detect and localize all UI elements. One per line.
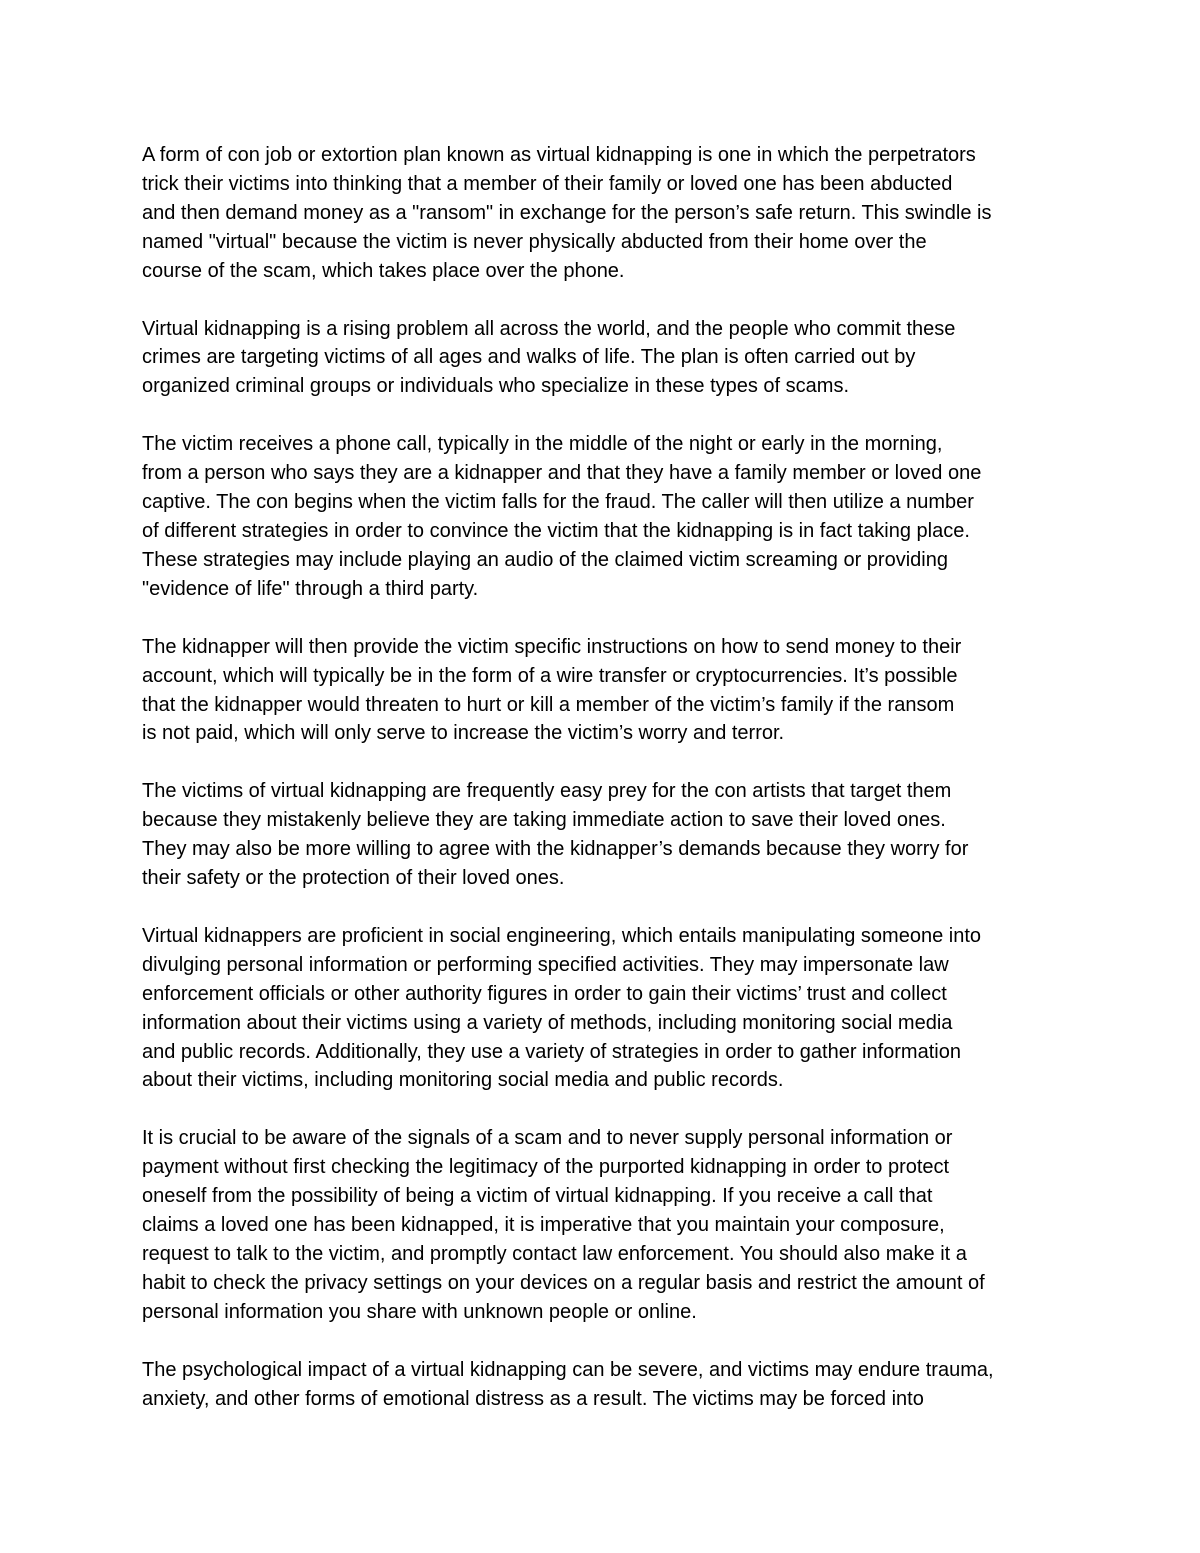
text-line: The victims of virtual kidnapping are frequently easy prey for the con artists that target them [142, 780, 952, 803]
text-line: The kidnapper will then provide the victim specific instructions on how to send money to their [142, 635, 962, 658]
text-line: personal information you share with unknown people or online. [142, 1300, 697, 1323]
text-line: is not paid, which will only serve to increase the victim’s worry and terror. [142, 722, 785, 745]
text-line: enforcement officials or other authority figures in order to gain their victims’ trust and collect [142, 982, 947, 1005]
text-line: divulging personal information or performing specified activities. They may impersonate law [142, 953, 949, 976]
text-line: that the kidnapper would threaten to hurt or kill a member of the victim’s family if the ransom [142, 693, 955, 716]
text-line: trick their victims into thinking that a member of their family or loved one has been abducted [142, 172, 953, 195]
text-line: A form of con job or extortion plan known as virtual kidnapping is one in which the perpetrators [142, 144, 976, 166]
paragraph-7 [142, 1124, 1062, 1326]
text-line: their safety or the protection of their loved ones. [142, 867, 565, 890]
text-line: named "virtual" because the victim is never physically abducted from their home over the [142, 230, 927, 253]
text-line: and public records. Additionally, they use a variety of strategies in order to gather information [142, 1040, 961, 1063]
text-line: because they mistakenly believe they are taking immediate action to save their loved ones. [142, 809, 946, 832]
paragraph-5 [142, 777, 1062, 893]
text-line: oneself from the possibility of being a victim of virtual kidnapping. If you receive a call that [142, 1185, 933, 1208]
paragraph-4 [142, 633, 1062, 749]
text-line: It is crucial to be aware of the signals of a scam and to never supply personal information or [142, 1127, 953, 1150]
text-line: These strategies may include playing an audio of the claimed victim screaming or providing [142, 548, 948, 571]
text-line: and then demand money as a "ransom" in exchange for the person’s safe return. This swindle is [142, 201, 992, 224]
document-body [142, 141, 1062, 1443]
text-line: Virtual kidnapping is a rising problem all across the world, and the people who commit these [142, 317, 956, 340]
paragraph-2 [142, 315, 1062, 402]
text-line: payment without first checking the legitimacy of the purported kidnapping in order to protect [142, 1156, 950, 1179]
paragraph-6 [142, 922, 1062, 1095]
text-line: request to talk to the victim, and promptly contact law enforcement. You should also make it a [142, 1243, 967, 1265]
text-line: Virtual kidnappers are proficient in social engineering, which entails manipulating someone into [142, 924, 982, 947]
text-line: The victim receives a phone call, typically in the middle of the night or early in the morning, [142, 433, 943, 456]
text-line: They may also be more willing to agree with the kidnapper’s demands because they worry for [142, 838, 969, 861]
text-line: organized criminal groups or individuals who specialize in these types of scams. [142, 375, 850, 398]
text-line: course of the scam, which takes place over the phone. [142, 259, 625, 282]
text-line: from a person who says they are a kidnapper and that they have a family member or loved one [142, 462, 982, 485]
paragraph-8 [142, 1356, 1062, 1414]
text-line: information about their victims using a variety of methods, including monitoring social media [142, 1011, 953, 1034]
text-line: of different strategies in order to convince the victim that the kidnapping is in fact taking place. [142, 519, 970, 542]
paragraph-1 [142, 141, 1062, 286]
text-line: captive. The con begins when the victim falls for the fraud. The caller will then utilize a number [142, 491, 974, 514]
paragraph-3 [142, 430, 1062, 603]
text-line: about their victims, including monitoring social media and public records. [142, 1069, 784, 1092]
text-line: habit to check the privacy settings on your devices on a regular basis and restrict the amount of [142, 1271, 985, 1294]
text-line: anxiety, and other forms of emotional distress as a result. The victims may be forced into [142, 1387, 924, 1410]
text-line: "evidence of life" through a third party. [142, 577, 479, 600]
text-line: The psychological impact of a virtual kidnapping can be severe, and victims may endure trauma, [142, 1358, 994, 1381]
text-line: claims a loved one has been kidnapped, it is imperative that you maintain your composure, [142, 1214, 945, 1237]
text-line: account, which will typically be in the form of a wire transfer or cryptocurrencies. It’s possible [142, 664, 958, 687]
text-line: crimes are targeting victims of all ages and walks of life. The plan is often carried out by [142, 346, 916, 369]
